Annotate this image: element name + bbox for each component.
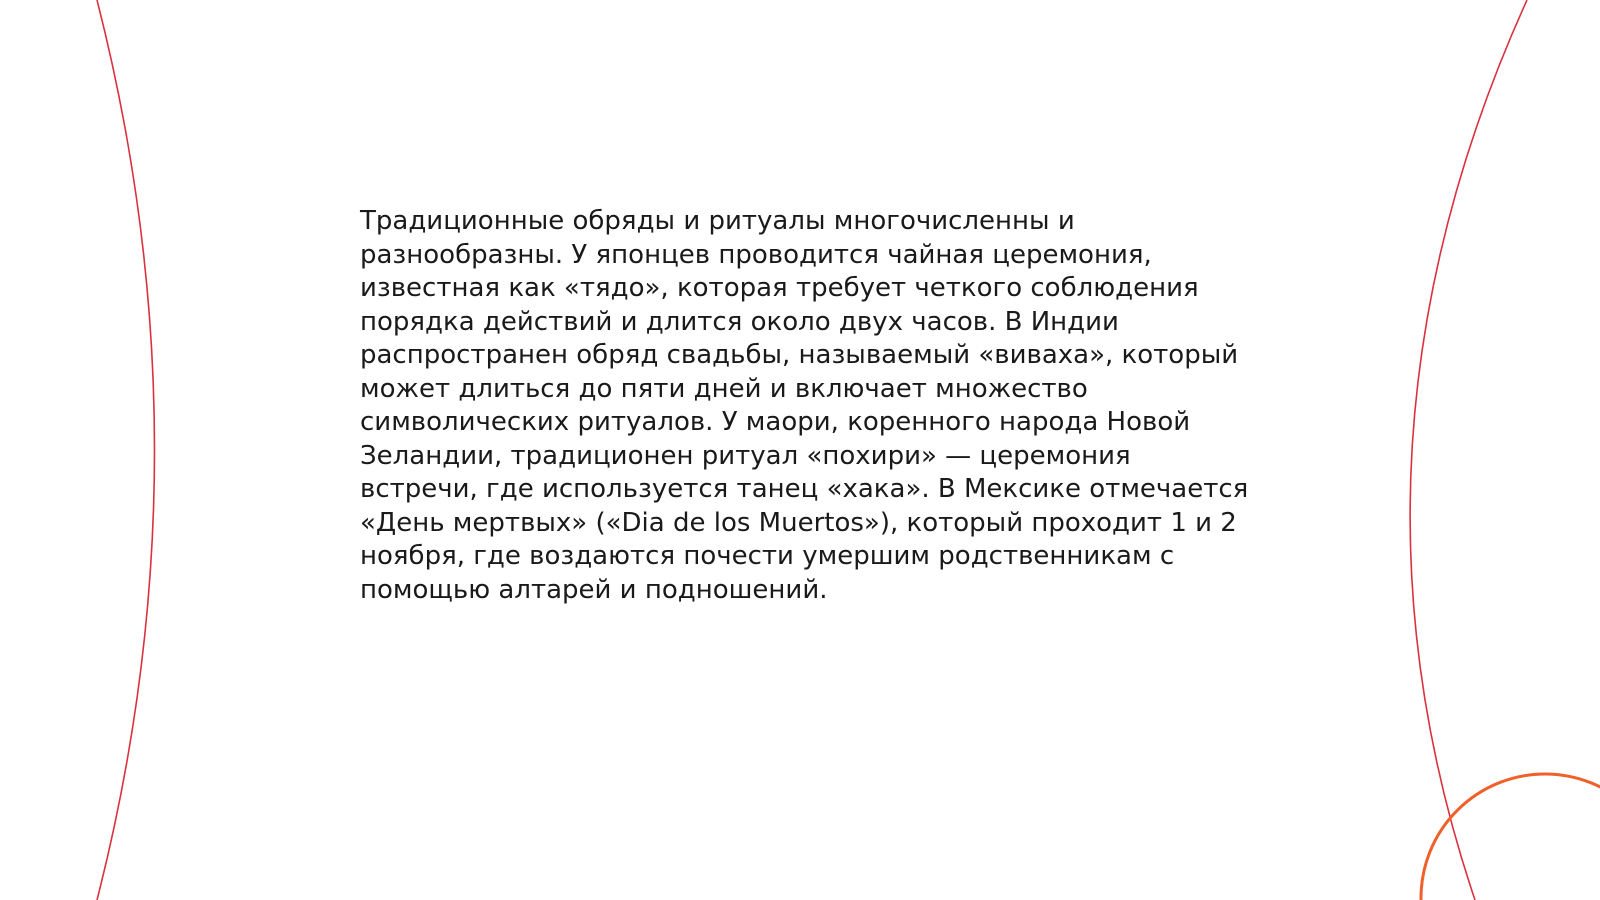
left-arc [97,0,155,900]
right-arc [1410,0,1527,900]
body-paragraph: Традиционные обряды и ритуалы многочисленны и разнообразны. У японцев проводится чайная церемония, известная как «тядо», которая требует четкого соблюдения порядка действий и длится около двух часов. В Индии распространен обряд свадьбы, называемый «виваха», который может длиться до пяти дней и включает множество символических ритуалов. У маори, коренного народа Новой Зеландии, традиционен ритуал «похири» — церемония встречи, где используется танец «хака». В Мексике отмечается «День мертвых» («Dia de los Muertos»), который проходит 1 и 2 ноября, где воздаются почести умершим родственникам с помощью алтарей и подношений. [360,206,1249,605]
corner-circle [1421,774,1600,900]
